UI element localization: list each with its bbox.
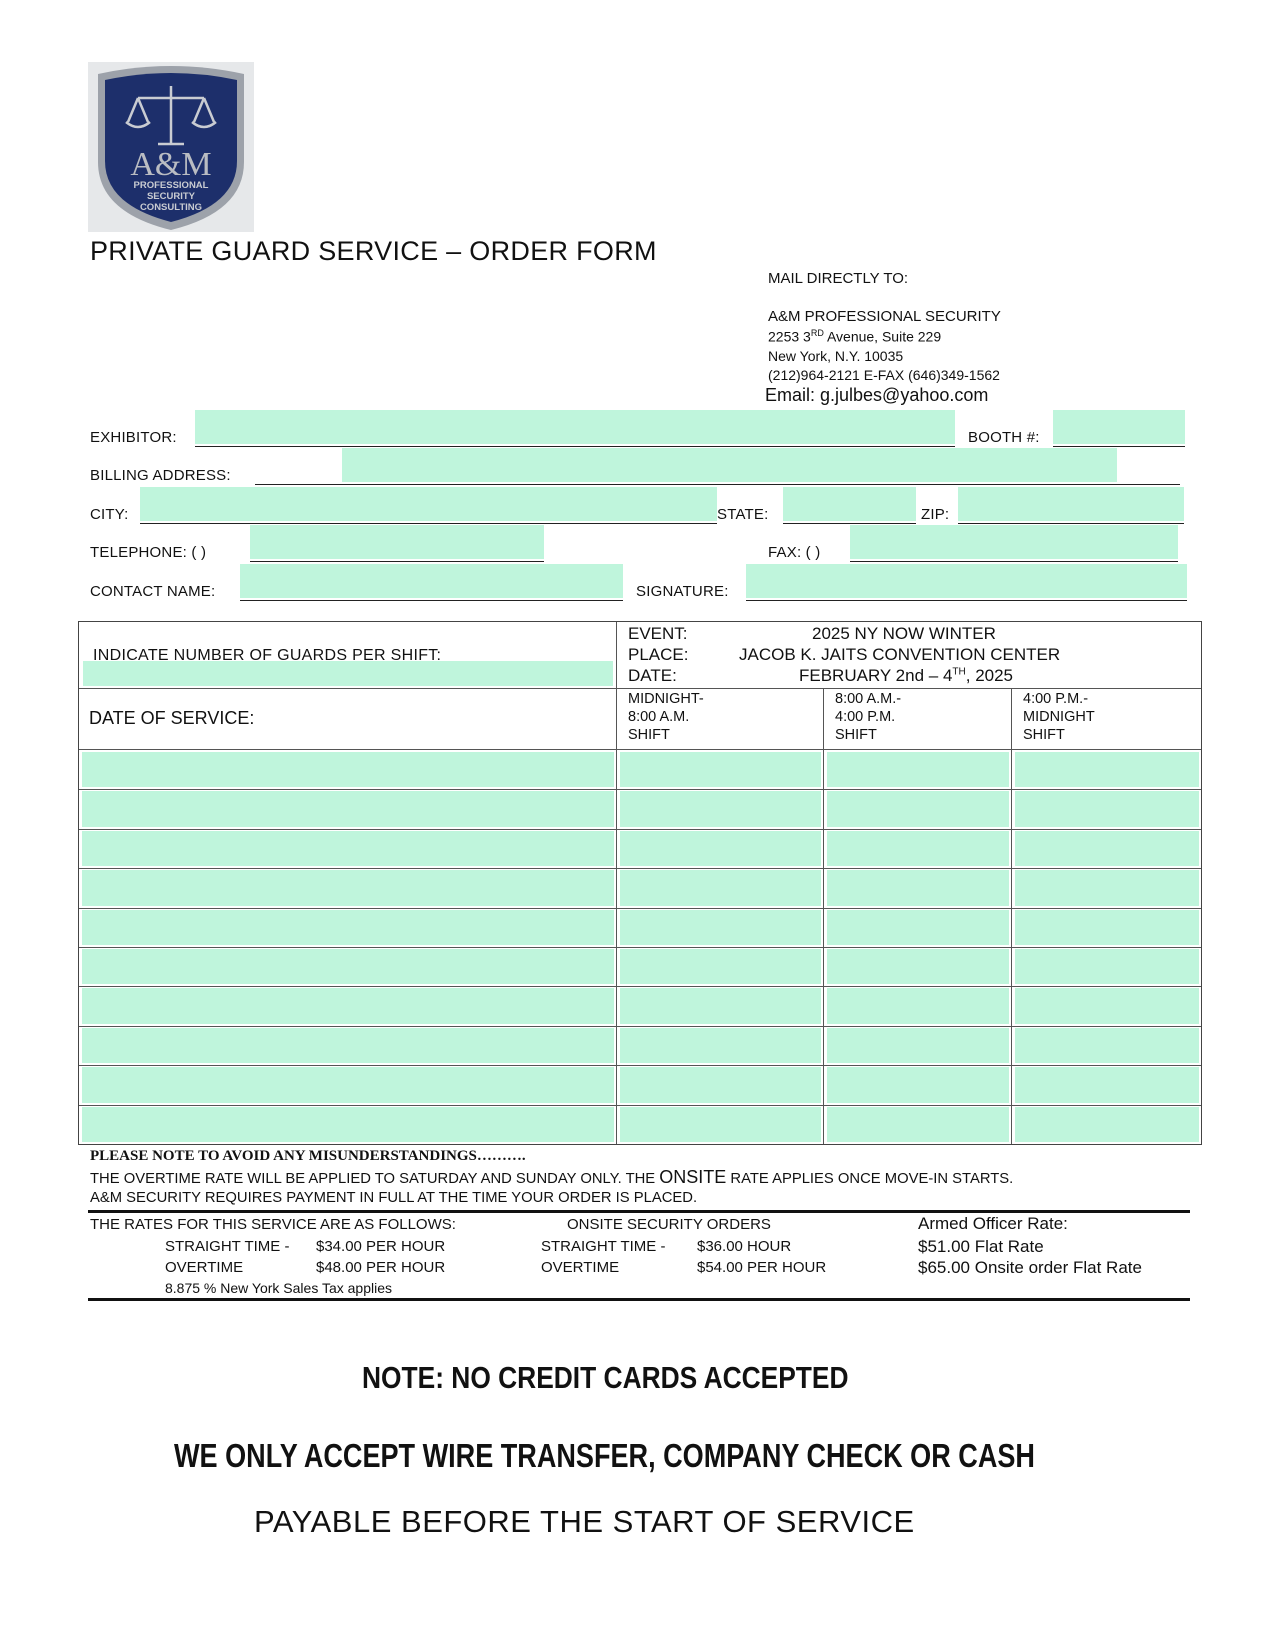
city-field[interactable] xyxy=(140,487,717,521)
table-divider xyxy=(79,789,1201,790)
guards-label: INDICATE NUMBER OF GUARDS PER SHIFT: xyxy=(93,647,442,661)
guard-count-field[interactable] xyxy=(620,1107,821,1142)
svg-text:SECURITY: SECURITY xyxy=(146,191,196,202)
onsite-overtime-rate: $54.00 PER HOUR xyxy=(697,1259,827,1276)
service-date-field[interactable] xyxy=(82,1028,614,1063)
rates-top-rule xyxy=(88,1210,1190,1213)
mail-email: Email: g.julbes@yahoo.com xyxy=(765,385,989,405)
signature-label: SIGNATURE: xyxy=(636,583,729,600)
signature-underline xyxy=(746,600,1187,601)
telephone-label: TELEPHONE: ( ) xyxy=(90,544,207,561)
fax-label: FAX: ( ) xyxy=(768,544,821,561)
place-label: PLACE: xyxy=(628,645,689,664)
signature-field[interactable] xyxy=(746,564,1187,598)
armed-flat-rate: $51.00 Flat Rate xyxy=(918,1237,1044,1256)
contact-label: CONTACT NAME: xyxy=(90,583,216,600)
guard-count-field[interactable] xyxy=(827,870,1009,905)
guard-count-field[interactable] xyxy=(827,1028,1009,1063)
guard-count-field[interactable] xyxy=(1015,791,1199,826)
zip-underline xyxy=(958,523,1184,524)
date-of-service-label: DATE OF SERVICE: xyxy=(89,708,255,728)
service-date-field[interactable] xyxy=(82,831,614,866)
onsite-straight-label: STRAIGHT TIME - xyxy=(541,1238,666,1255)
form-title: PRIVATE GUARD SERVICE – ORDER FORM xyxy=(90,236,657,266)
guard-count-field[interactable] xyxy=(827,910,1009,945)
guard-count-field[interactable] xyxy=(1015,831,1199,866)
guard-count-field[interactable] xyxy=(1015,988,1199,1023)
fax-underline xyxy=(850,561,1178,562)
guard-count-field[interactable] xyxy=(827,949,1009,984)
guard-count-field[interactable] xyxy=(1015,1107,1199,1142)
guard-count-field[interactable] xyxy=(620,831,821,866)
guard-count-field[interactable] xyxy=(827,831,1009,866)
mail-city: New York, N.Y. 10035 xyxy=(768,348,904,364)
guard-count-field[interactable] xyxy=(827,1107,1009,1142)
service-date-field[interactable] xyxy=(82,752,614,787)
city-underline xyxy=(140,523,717,524)
onsite-heading: ONSITE SECURITY ORDERS xyxy=(567,1216,771,1233)
svg-text:CONSULTING: CONSULTING xyxy=(139,202,203,213)
guard-count-field[interactable] xyxy=(1015,752,1199,787)
shift-header-day: 8:00 A.M.- 4:00 P.M. SHIFT xyxy=(835,691,902,743)
mail-company: A&M PROFESSIONAL SECURITY xyxy=(768,308,1001,325)
no-credit-cards-notice: NOTE: NO CREDIT CARDS ACCEPTED xyxy=(362,1360,849,1395)
table-divider xyxy=(79,986,1201,987)
guard-count-field[interactable] xyxy=(620,1028,821,1063)
guard-count-field[interactable] xyxy=(620,949,821,984)
zip-label: ZIP: xyxy=(921,506,950,523)
table-divider xyxy=(79,688,1201,689)
straight-time-label: STRAIGHT TIME - xyxy=(165,1238,290,1255)
contact-field[interactable] xyxy=(240,564,623,598)
service-date-field[interactable] xyxy=(82,949,614,984)
shift-header-midnight: MIDNIGHT- 8:00 A.M. SHIFT xyxy=(628,691,704,743)
service-date-field[interactable] xyxy=(82,1107,614,1142)
armed-onsite-rate: $65.00 Onsite order Flat Rate xyxy=(918,1258,1142,1277)
mail-heading: MAIL DIRECTLY TO: xyxy=(768,270,909,287)
place-value: JACOB K. JAITS CONVENTION CENTER xyxy=(739,645,1061,664)
guard-count-field[interactable] xyxy=(620,791,821,826)
table-divider xyxy=(79,908,1201,909)
notes-line2: A&M SECURITY REQUIRES PAYMENT IN FULL AT THE TIME YOUR ORDER IS PLACED. xyxy=(90,1190,698,1206)
guard-count-field[interactable] xyxy=(620,910,821,945)
guard-count-field[interactable] xyxy=(1015,1067,1199,1102)
telephone-underline xyxy=(250,561,544,562)
guard-count-field[interactable] xyxy=(620,988,821,1023)
date-header-label: DATE: xyxy=(628,666,677,685)
zip-field[interactable] xyxy=(958,487,1184,521)
overtime-label: OVERTIME xyxy=(165,1259,244,1276)
city-label: CITY: xyxy=(90,506,129,523)
contact-underline xyxy=(240,600,623,601)
table-divider xyxy=(79,1026,1201,1027)
billing-field[interactable] xyxy=(342,448,1117,482)
table-divider xyxy=(823,688,824,1144)
guard-count-field[interactable] xyxy=(620,870,821,905)
notes-line1: THE OVERTIME RATE WILL BE APPLIED TO SATURDAY AND SUNDAY ONLY. THE ONSITE RATE APPLIES ONCE MOVE-IN STARTS. xyxy=(90,1167,1014,1187)
date-header-value: FEBRUARY 2nd – 4TH, 2025 xyxy=(799,666,1014,685)
state-label: STATE: xyxy=(717,506,769,523)
accepted-payments-notice: WE ONLY ACCEPT WIRE TRANSFER, COMPANY CHECK OR CASH xyxy=(174,1437,1035,1474)
telephone-field[interactable] xyxy=(250,525,544,559)
onsite-overtime-label: OVERTIME xyxy=(541,1259,620,1276)
overtime-rate: $48.00 PER HOUR xyxy=(316,1259,446,1276)
svg-text:PROFESSIONAL: PROFESSIONAL xyxy=(133,180,209,191)
guard-count-field[interactable] xyxy=(827,1067,1009,1102)
table-divider xyxy=(79,749,1201,750)
table-divider xyxy=(79,1105,1201,1106)
exhibitor-label: EXHIBITOR: xyxy=(90,429,177,446)
service-date-field[interactable] xyxy=(82,910,614,945)
state-underline xyxy=(783,523,916,524)
onsite-straight-rate: $36.00 HOUR xyxy=(697,1238,792,1255)
guard-count-field[interactable] xyxy=(827,988,1009,1023)
shift-header-evening: 4:00 P.M.- MIDNIGHT SHIFT xyxy=(1023,691,1095,743)
guards-count-field[interactable] xyxy=(83,661,613,686)
booth-field[interactable] xyxy=(1053,410,1185,444)
guard-count-field[interactable] xyxy=(1015,870,1199,905)
mail-phone: (212)964-2121 E-FAX (646)349-1562 xyxy=(768,367,1000,383)
payable-notice: PAYABLE BEFORE THE START OF SERVICE xyxy=(254,1504,915,1539)
service-date-field[interactable] xyxy=(82,791,614,826)
rates-intro: THE RATES FOR THIS SERVICE ARE AS FOLLOWS: xyxy=(90,1216,456,1233)
guard-count-field[interactable] xyxy=(827,791,1009,826)
guard-count-field[interactable] xyxy=(620,752,821,787)
armed-rate-heading: Armed Officer Rate: xyxy=(918,1214,1068,1233)
service-date-field[interactable] xyxy=(82,870,614,905)
event-value: 2025 NY NOW WINTER xyxy=(812,624,996,643)
rates-bottom-rule xyxy=(88,1298,1190,1301)
table-divider xyxy=(79,1065,1201,1066)
state-field[interactable] xyxy=(783,487,916,521)
guard-count-field[interactable] xyxy=(827,752,1009,787)
booth-label: BOOTH #: xyxy=(968,429,1040,446)
guard-count-field[interactable] xyxy=(1015,949,1199,984)
table-divider xyxy=(79,947,1201,948)
mail-street: 2253 3RD Avenue, Suite 229 xyxy=(768,328,942,345)
guard-count-field[interactable] xyxy=(1015,910,1199,945)
shift-table xyxy=(78,621,1202,1145)
table-divider xyxy=(79,829,1201,830)
guard-count-field[interactable] xyxy=(1015,1028,1199,1063)
company-logo xyxy=(88,62,254,232)
straight-time-rate: $34.00 PER HOUR xyxy=(316,1238,446,1255)
exhibitor-underline xyxy=(195,446,955,447)
notes-heading: PLEASE NOTE TO AVOID ANY MISUNDERSTANDINGS………. xyxy=(90,1148,526,1164)
svg-text:A&M: A&M xyxy=(130,146,212,183)
service-date-field[interactable] xyxy=(82,988,614,1023)
service-date-field[interactable] xyxy=(82,1067,614,1102)
table-divider xyxy=(79,868,1201,869)
table-divider xyxy=(1011,688,1012,1144)
fax-field[interactable] xyxy=(850,525,1178,559)
guard-count-field[interactable] xyxy=(620,1067,821,1102)
exhibitor-field[interactable] xyxy=(195,410,955,444)
billing-label: BILLING ADDRESS: xyxy=(90,467,231,484)
sales-tax-note: 8.875 % New York Sales Tax applies xyxy=(165,1280,392,1296)
event-label: EVENT: xyxy=(628,624,688,643)
booth-underline xyxy=(1053,446,1185,447)
billing-underline xyxy=(255,484,1180,485)
